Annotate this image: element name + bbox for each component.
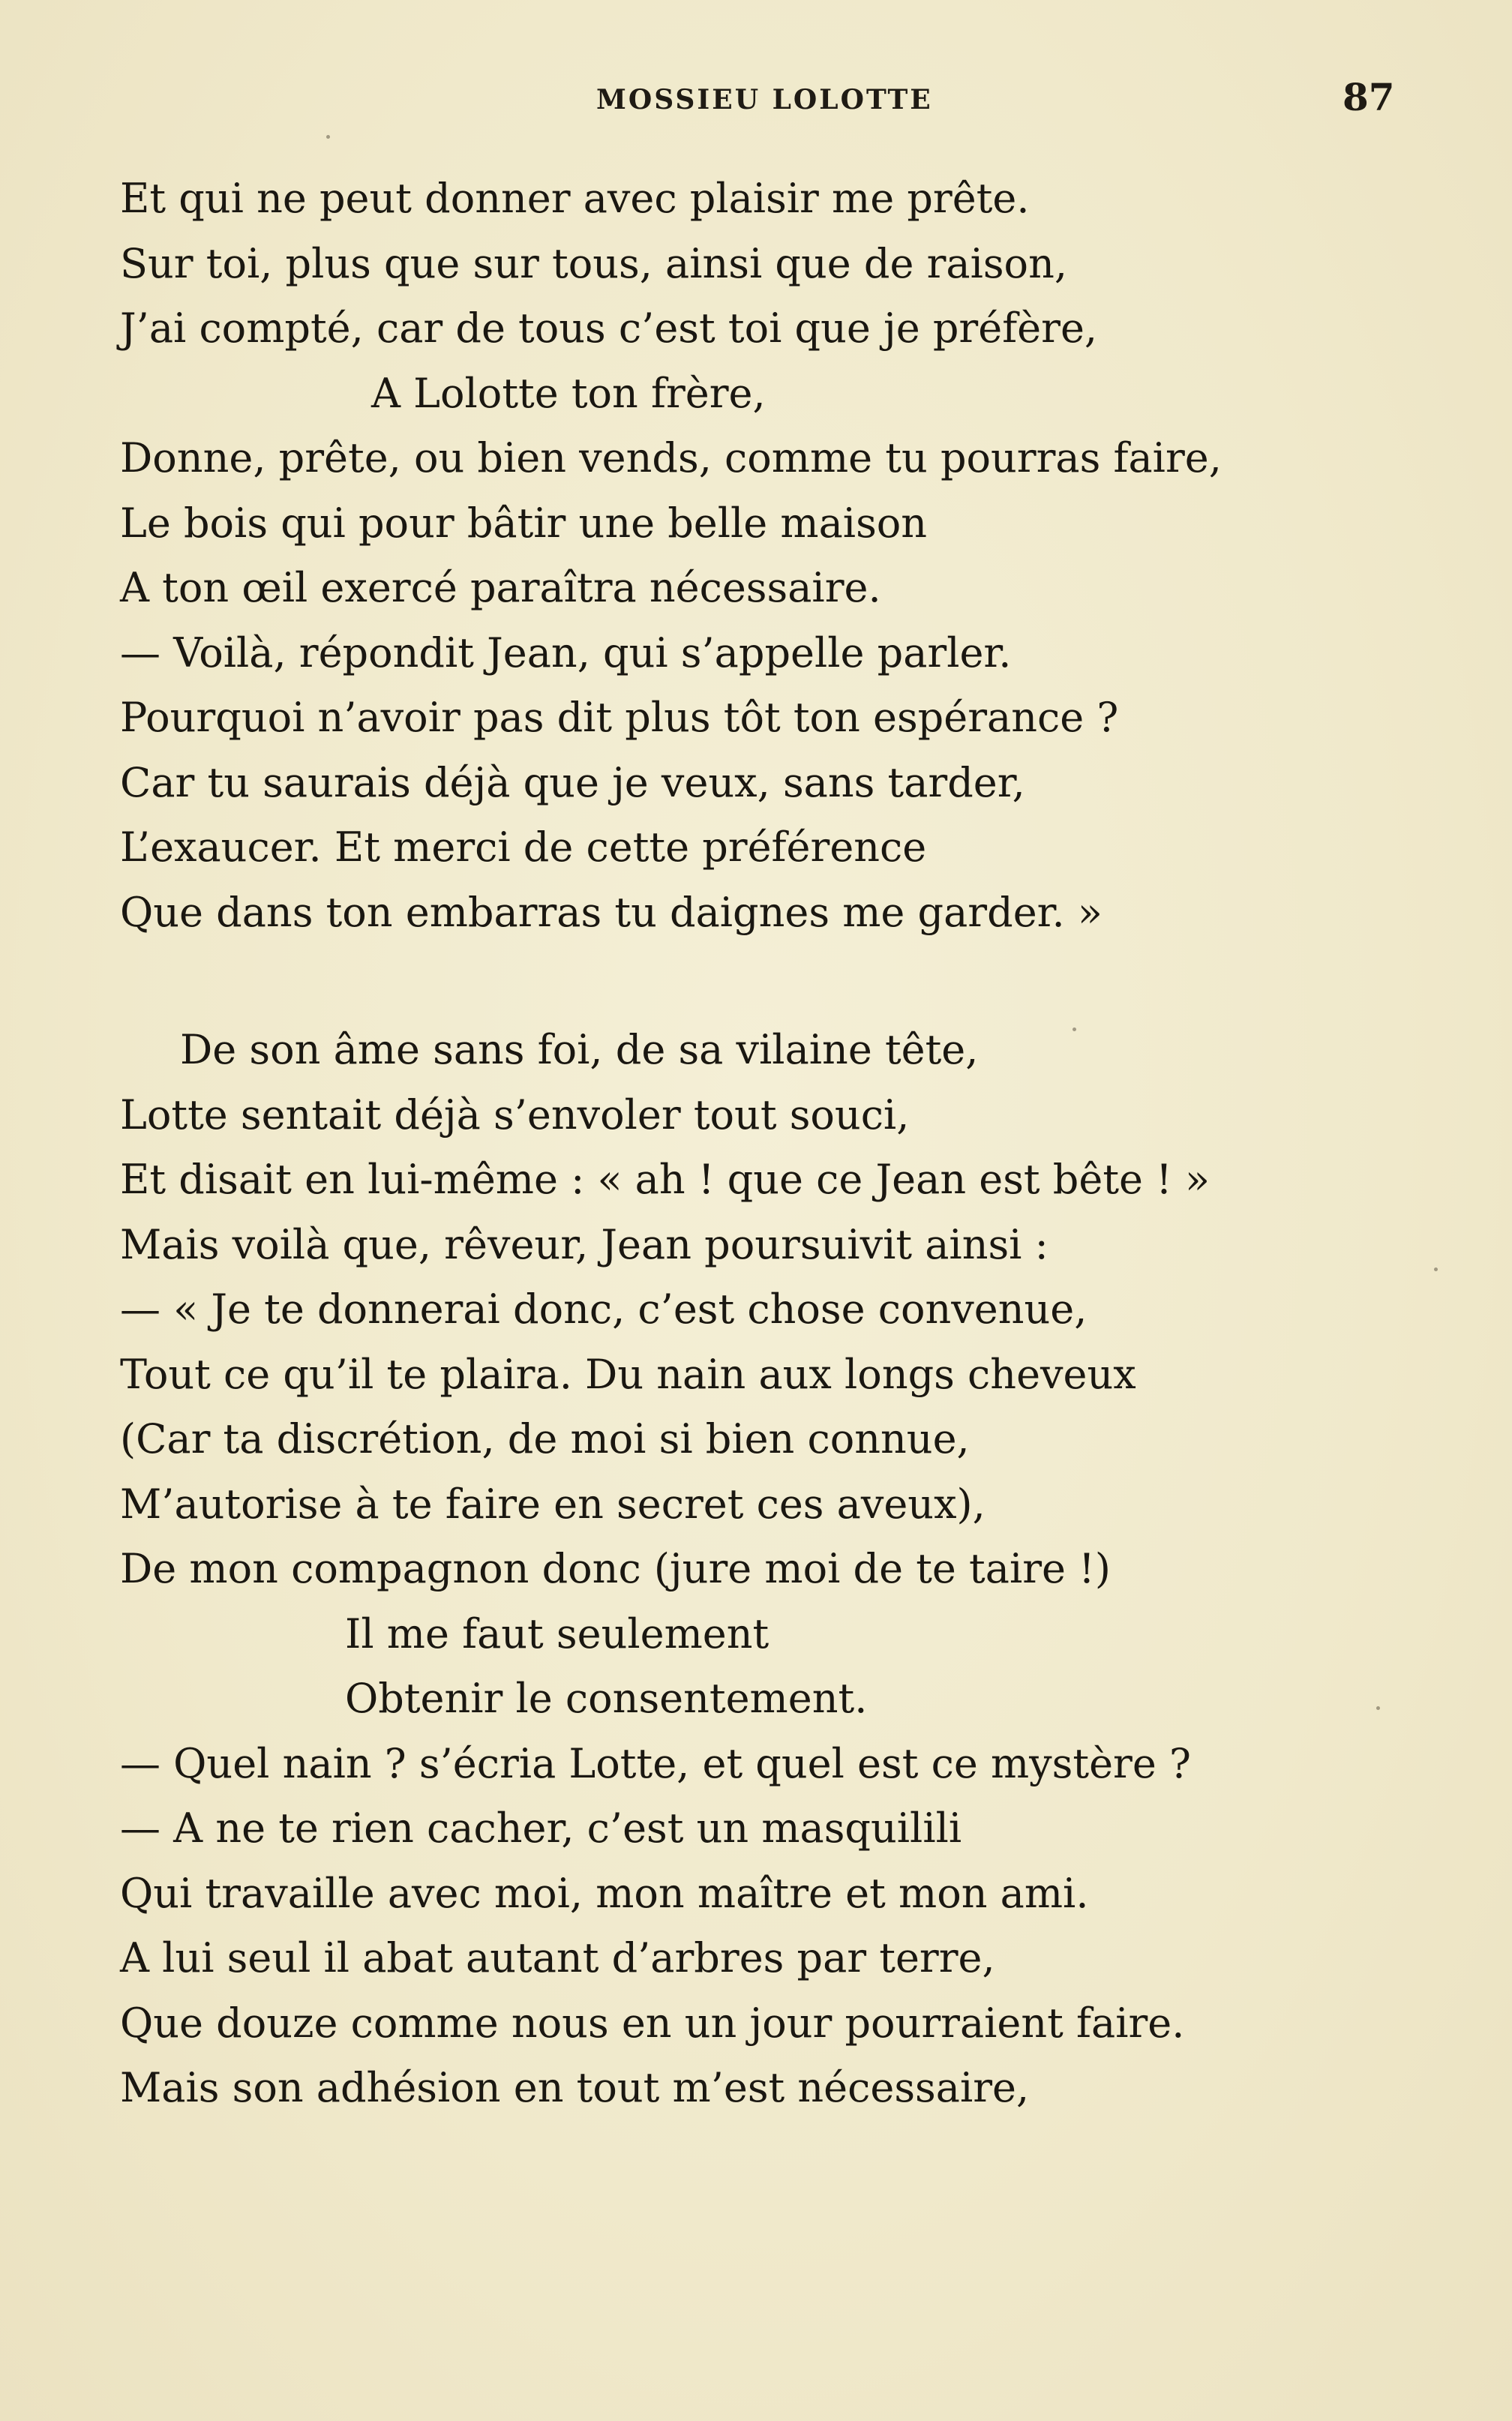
verse-line: Mais son adhésion en tout m’est nécessaire, — [120, 2064, 1030, 2111]
paper-speck — [1434, 1268, 1438, 1271]
running-title: MOSSIEU LOLOTTE — [596, 84, 933, 116]
verse-line: M’autorise à te faire en secret ces aveux), — [120, 1480, 986, 1528]
verse-line: De son âme sans foi, de sa vilaine tête, — [180, 1026, 979, 1073]
verse-line: A Lolotte ton frère, — [371, 369, 766, 417]
stanza-2 — [120, 1018, 1395, 2121]
paper-speck — [1376, 1706, 1380, 1710]
verse-line: De mon compagnon donc (jure moi de te taire !) — [120, 1545, 1111, 1592]
verse-line: Il me faut seulement — [345, 1610, 770, 1658]
paper-speck — [1072, 1028, 1076, 1031]
verse-line: A ton œil exercé paraîtra nécessaire. — [120, 564, 881, 611]
verse-line: Mais voilà que, rêveur, Jean poursuivit ainsi : — [120, 1220, 1048, 1268]
verse-line: Le bois qui pour bâtir une belle maison — [120, 499, 928, 547]
stanza-1 — [120, 166, 1395, 945]
verse-line: Qui travaille avec moi, mon maître et mon ami. — [120, 1869, 1089, 1917]
verse-line: Donne, prête, ou bien vends, comme tu pourras faire, — [120, 434, 1222, 482]
verse-line: Que douze comme nous en un jour pourraient faire. — [120, 1999, 1185, 2047]
verse-line: J’ai compté, car de tous c’est toi que je préfère, — [120, 304, 1098, 352]
verse-line: Lotte sentait déjà s’envoler tout souci, — [120, 1090, 910, 1138]
paper-speck — [326, 135, 330, 139]
verse-line: Obtenir le consentement. — [345, 1675, 868, 1722]
verse-line: — Voilà, répondit Jean, qui s’appelle parler. — [120, 628, 1012, 676]
verse-line: A lui seul il abat autant d’arbres par terre, — [120, 1934, 995, 1982]
verse-line: Et qui ne peut donner avec plaisir me prête. — [120, 175, 1030, 222]
verse-line: — Quel nain ? s’écria Lotte, et quel est ce mystère ? — [120, 1739, 1191, 1787]
verse-line: Sur toi, plus que sur tous, ainsi que de raison, — [120, 239, 1068, 287]
verse-line: (Car ta discrétion, de moi si bien connue, — [120, 1415, 970, 1462]
verse-line: Pourquoi n’avoir pas dit plus tôt ton espérance ? — [120, 694, 1119, 741]
verse-line: — A ne te rien cacher, c’est un masquilili — [120, 1804, 962, 1852]
verse-line: Et disait en lui-même : « ah ! que ce Jean est bête ! » — [120, 1156, 1210, 1203]
verse-line: L’exaucer. Et merci de cette préférence — [120, 824, 927, 871]
verse-line: Que dans ton embarras tu daignes me garder. » — [120, 888, 1102, 936]
verse-line: Tout ce qu’il te plaira. Du nain aux longs cheveux — [120, 1350, 1136, 1398]
page-number: 87 — [1342, 75, 1395, 119]
verse-line: Car tu saurais déjà que je veux, sans tarder, — [120, 758, 1025, 806]
verse-line: — « Je te donnerai donc, c’est chose convenue, — [120, 1286, 1088, 1333]
